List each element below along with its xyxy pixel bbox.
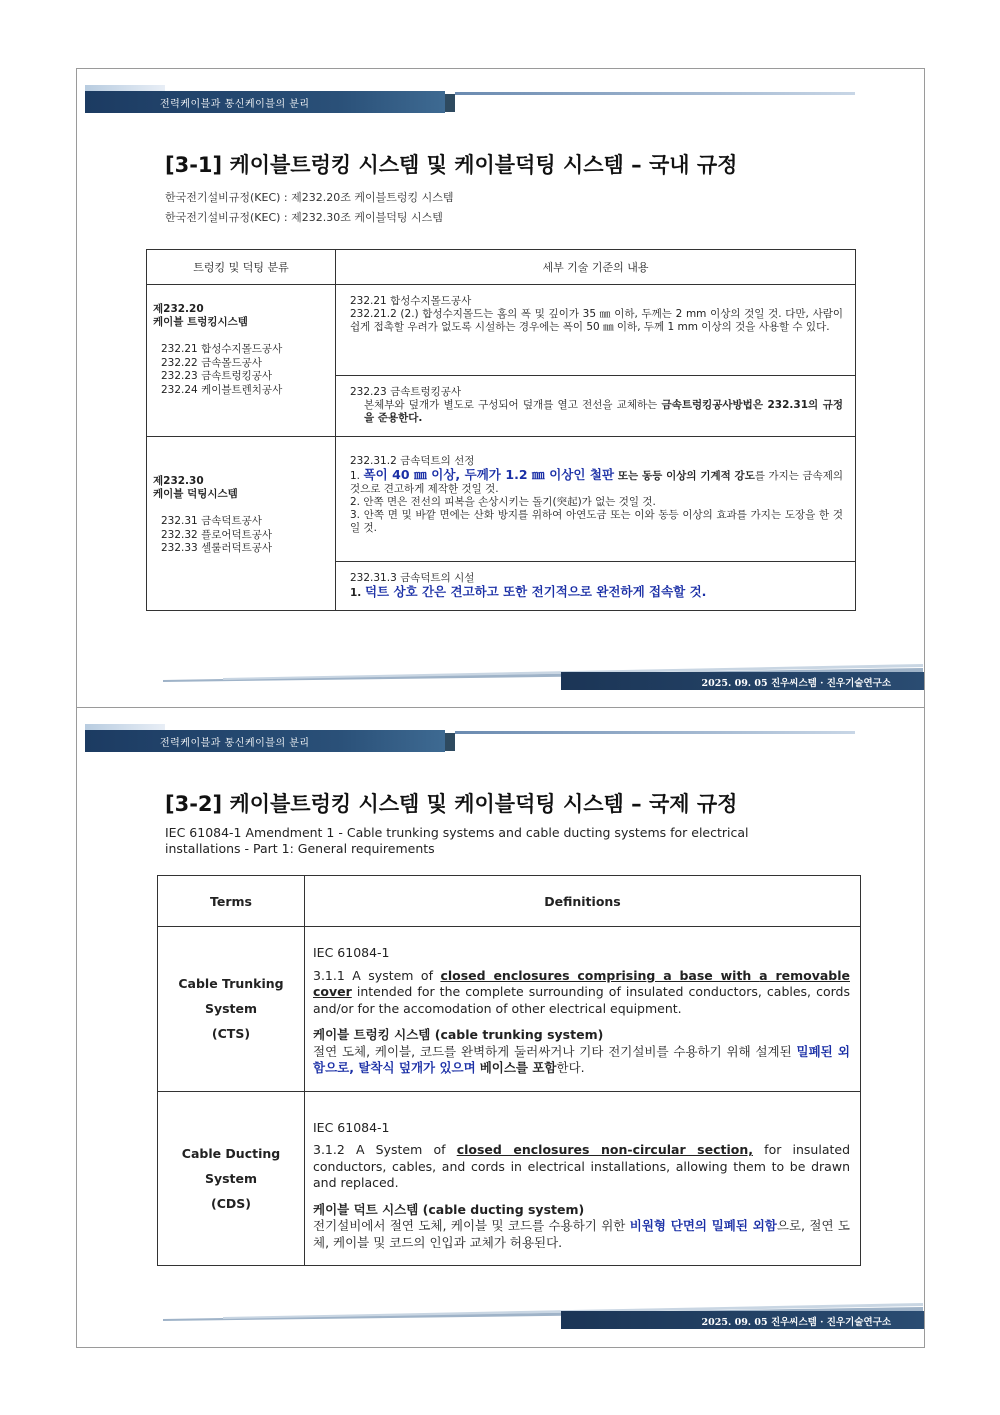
list-item: 232.32 플로어덕트공사	[161, 528, 273, 541]
category-name: 케이블 트렁킹시스템	[153, 316, 248, 328]
slide-footer-bar	[163, 670, 923, 692]
slide-footer-bar	[163, 1309, 923, 1331]
category-items	[153, 343, 329, 397]
detail-heading: 232.23 금속트렁킹공사	[350, 386, 462, 398]
list-item: 232.33 셀룰러덕트공사	[161, 542, 273, 554]
header-label: 전력케이블과 통신케이블의 분리	[160, 99, 310, 110]
detail-cell	[336, 285, 856, 376]
slide-kec	[76, 68, 925, 709]
detail-heading: 232.31.2 금속덕트의 선정	[350, 455, 475, 467]
term-cell	[158, 1091, 305, 1266]
list-item: 232.22 금속몰드공사	[161, 356, 262, 369]
kec-reference-2: 한국전기설비규정(KEC) : 제232.30조 케이블덕팅 시스템	[165, 211, 443, 224]
detail-cell	[336, 437, 856, 562]
term-cell	[158, 927, 305, 1092]
category-code: 제232.20	[153, 303, 204, 315]
detail-text: 1. 폭이 40 ㎜ 이상, 두께가 1.2 ㎜ 이상인 철판 또는 동등 이상의 기계적 강도를 가지는 금속제의 것으로 견고하게 제작한 것일 것.	[350, 467, 843, 495]
term-name: System	[204, 1170, 258, 1186]
iec-reference: IEC 61084-1 Amendment 1 - Cable trunking systems and cable ducting systems for electrical installations - Part 1: General requirements	[165, 825, 749, 856]
header-label: 전력케이블과 통신케이블의 분리	[160, 738, 310, 749]
page-title: [3-1] 케이블트렁킹 시스템 및 케이블덕팅 시스템 – 국내 규정	[165, 153, 738, 177]
definition-text: 3.1.2 A System of closed enclosures non-circular section, for insulated conductors, cables, and cords in electrical installations, allowing them to be drawn and replaced.	[313, 1142, 851, 1190]
category-name: 케이블 덕팅시스템	[153, 488, 238, 500]
detail-text: 3. 안쪽 면 및 바깥 면에는 산화 방지를 위하여 아연도금 또는 이와 동등 이상의 효과를 가지는 도장을 한 것일 것.	[350, 509, 843, 534]
standard-label: IEC 61084-1	[313, 945, 390, 960]
page-title: [3-2] 케이블트렁킹 시스템 및 케이블덕팅 시스템 – 국제 규정	[165, 792, 738, 816]
term-name: Cable Ducting	[181, 1145, 281, 1161]
ducting-category-cell	[147, 437, 336, 611]
term-name: System	[204, 1001, 258, 1017]
definition-cell	[305, 927, 861, 1092]
korean-term-heading: 케이블 덕트 시스템 (cable ducting system)	[313, 1201, 585, 1217]
trunking-category-cell	[147, 285, 336, 437]
detail-heading: 232.21 합성수지몰드공사	[350, 295, 472, 307]
detail-heading: 232.31.3 금속덕트의 시설	[350, 572, 475, 584]
korean-definition: 절연 도체, 케이블, 코드를 완벽하게 둘러싸거나 기타 전기설비를 수용하기 위해 설계된 밀폐된 외함으로, 탈착식 덮개가 있으며 베이스를 포함한다.	[313, 1043, 851, 1075]
korean-definition: 전기설비에서 절연 도체, 케이블 및 코드를 수용하기 위한 비원형 단면의 밀폐된 외함으로, 절연 도체, 케이블 및 코드의 인입과 교체가 허용된다.	[313, 1218, 850, 1250]
list-item: 232.23 금속트렁킹공사	[161, 370, 273, 382]
term-name: Cable Trunking	[178, 976, 284, 992]
slide-iec	[76, 707, 925, 1348]
slide-header-bar	[85, 730, 835, 752]
detail-text: 232.21.2 (2.) 합성수지몰드는 홈의 폭 및 깊이가 35 ㎜ 이하, 두께는 2 mm 이상의 것일 것. 다만, 사람이 쉽게 접촉할 우려가 없도록 시설하는 경우에는 폭이 50 ㎜ 이하, 두께 1 mm 이상의 것을 사용할 수 있다.	[350, 308, 843, 333]
slide-header-bar	[85, 91, 835, 113]
col-header-definitions: Definitions	[305, 876, 861, 927]
detail-emphasis: 금속트렁킹공사방법은 232.31의 규정을 준용한다.	[364, 399, 843, 424]
korean-term-heading: 케이블 트렁킹 시스템 (cable trunking system)	[313, 1027, 604, 1042]
detail-cell	[336, 562, 856, 611]
footer-label: 2025. 09. 05 진우씨스템 · 진우기술연구소	[701, 678, 891, 689]
definition-text: 3.1.1 A system of closed enclosures comprising a base with a removable cover intended for the complete surrounding of insulated conductors, cables, cords and/or for the accomodation of other electrical equipment.	[313, 967, 850, 1016]
list-item: 232.24 케이블트렌치공사	[161, 383, 283, 396]
detail-text: 1. 덕트 상호 간은 견고하고 또한 전기적으로 완전하게 접속할 것.	[350, 584, 707, 599]
detail-cell	[336, 376, 856, 437]
col-header-classification: 트렁킹 및 덕팅 분류	[147, 250, 336, 285]
list-item: 232.31 금속덕트공사	[161, 515, 262, 527]
detail-emphasis: 폭이 40 ㎜ 이상, 두께가 1.2 ㎜ 이상인 철판	[363, 467, 615, 482]
list-item: 232.21 합성수지몰드공사	[161, 343, 283, 355]
kec-reference-1: 한국전기설비규정(KEC) : 제232.20조 케이블트렁킹 시스템	[165, 191, 454, 204]
footer-label: 2025. 09. 05 진우씨스템 · 진우기술연구소	[701, 1317, 891, 1328]
term-abbreviation: (CDS)	[211, 1195, 251, 1211]
detail-text: 본체부와 덮개가 별도로 구성되어 덮개를 열고 전선을 교체하는 금속트렁킹공사방법은 232.31의 규정을 준용한다.	[364, 399, 843, 424]
detail-emphasis: 덕트 상호 간은 견고하고 또한 전기적으로 완전하게 접속할 것.	[364, 584, 707, 599]
col-header-details: 세부 기술 기준의 내용	[336, 250, 856, 285]
term-abbreviation: (CTS)	[211, 1026, 251, 1042]
col-header-terms: Terms	[158, 876, 305, 927]
standard-label: IEC 61084-1	[313, 1119, 390, 1135]
category-code: 제232.30	[153, 475, 204, 487]
iec-table	[157, 875, 861, 1266]
detail-text: 2. 안쪽 면은 전선의 피복을 손상시키는 돌기(突起)가 없는 것일 것.	[350, 496, 656, 508]
kec-table	[146, 249, 856, 611]
category-items	[153, 515, 329, 556]
definition-cell	[305, 1091, 861, 1266]
